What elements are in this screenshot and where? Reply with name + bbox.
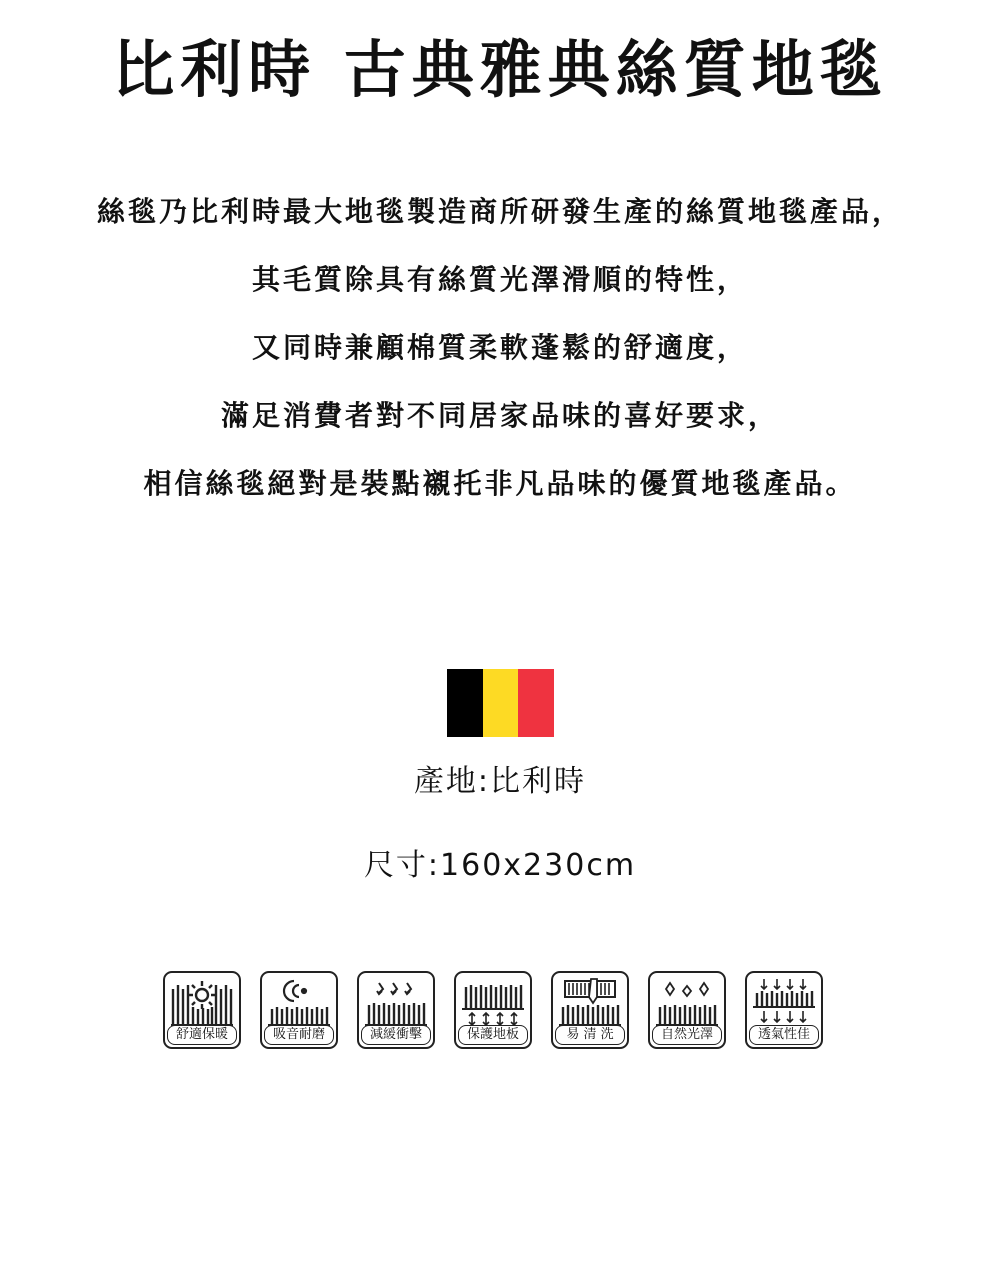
sun-warmth-icon [167, 975, 237, 1027]
flag-stripe-red [518, 669, 554, 737]
feature-label: 保護地板 [458, 1025, 528, 1045]
feature-label: 吸音耐磨 [264, 1025, 334, 1045]
feature-shine [648, 971, 726, 1049]
impact-reduce-icon [361, 975, 431, 1027]
feature-clean [551, 971, 629, 1049]
sparkle-icon [652, 975, 722, 1027]
feature-floor [454, 971, 532, 1049]
description-line: 絲毯乃比利時最大地毯製造商所研發生產的絲質地毯產品， [96, 195, 903, 228]
description-block [0, 178, 1000, 518]
size-text: 尺寸:160x230cm [363, 848, 637, 883]
description-line: 滿足消費者對不同居家品味的喜好要求， [220, 399, 779, 432]
belgium-flag [447, 669, 554, 737]
flag-stripe-black [447, 669, 483, 737]
sound-absorb-icon [264, 975, 334, 1027]
feature-impact [357, 971, 435, 1049]
description-line: 其毛質除具有絲質光澤滑順的特性， [251, 263, 748, 296]
feature-label: 減緩衝擊 [361, 1025, 431, 1045]
origin-text: 產地:比利時 [413, 764, 587, 799]
feature-breathable [745, 971, 823, 1049]
feature-label: 自然光澤 [652, 1025, 722, 1045]
feature-warmth [163, 971, 241, 1049]
page-title: 比利時 古典雅典絲質地毯 [112, 33, 888, 106]
easy-clean-icon [555, 975, 625, 1027]
feature-label: 透氣性佳 [749, 1025, 819, 1045]
breathable-icon [749, 975, 819, 1027]
flag-stripe-yellow [483, 669, 519, 737]
feature-sound [260, 971, 338, 1049]
description-line: 又同時兼顧棉質柔軟蓬鬆的舒適度， [251, 331, 748, 364]
feature-icons-row [163, 971, 843, 1051]
feature-label: 舒適保暖 [167, 1025, 237, 1045]
description-line: 相信絲毯絕對是裝點襯托非凡品味的優質地毯產品。 [143, 467, 857, 500]
floor-protect-icon [458, 975, 528, 1027]
feature-label: 易 清 洗 [555, 1025, 625, 1045]
